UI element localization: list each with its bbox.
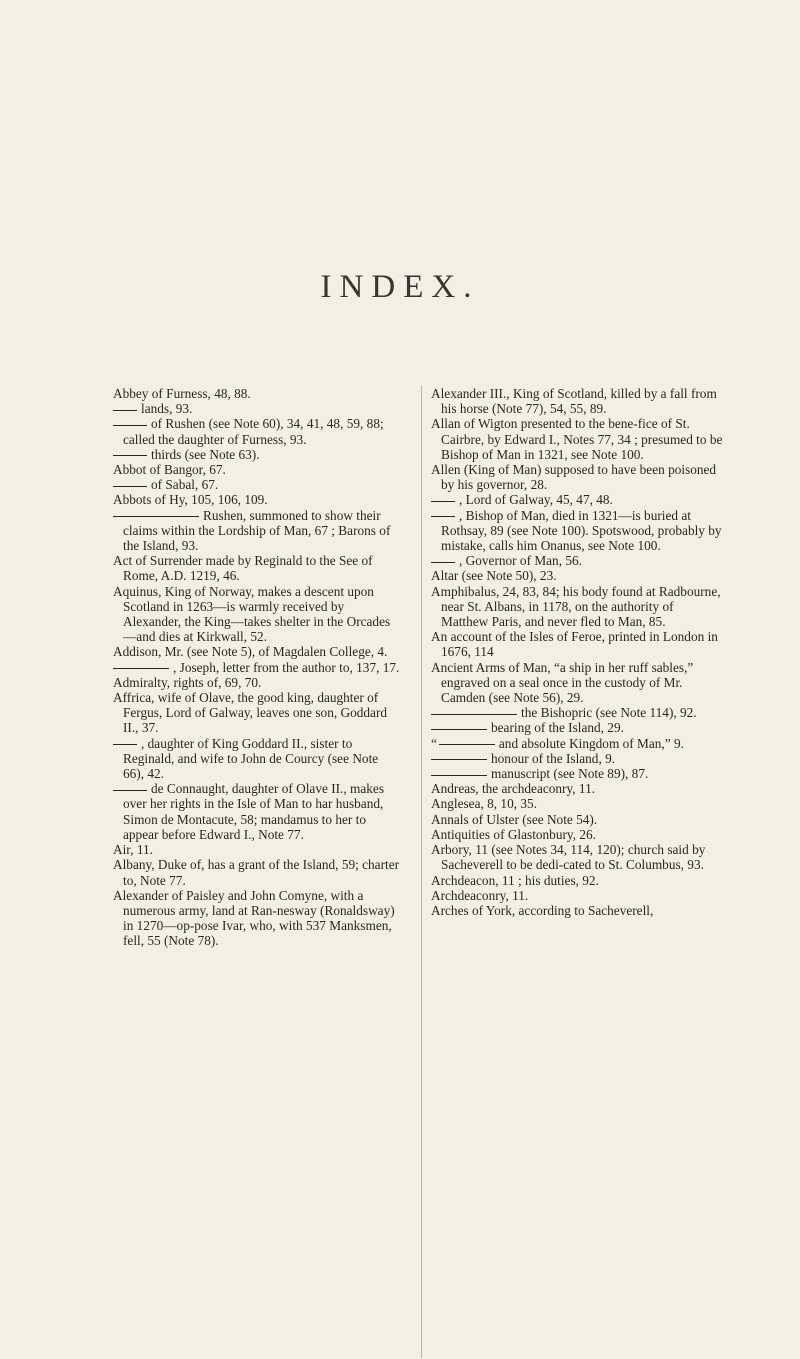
- ditto-dash: [439, 744, 495, 745]
- entry-text: Alexander of Paisley and John Comyne, with a numerous army, land at Ran-nesway (Ronaldsway) in 1270—op-pose Ivar, who, with 537 Manksmen, fell, 55 (Note 78).: [113, 887, 395, 949]
- ditto-dash: [431, 516, 455, 517]
- ditto-dash: [113, 425, 147, 426]
- ditto-dash: [431, 775, 487, 776]
- entry-text: , daughter of King Goddard II., sister to Reginald, and wife to John de Courcy (see Note 66), 42.: [123, 735, 379, 782]
- index-entry: [431, 903, 723, 918]
- entry-text: Abbots of Hy, 105, 106, 109.: [113, 492, 268, 508]
- index-entry: [431, 766, 723, 781]
- ditto-dash: [113, 516, 199, 517]
- index-entry: [113, 386, 402, 401]
- entry-text: thirds (see Note 63).: [151, 446, 260, 462]
- index-entry: [431, 873, 723, 888]
- index-entry: [431, 462, 723, 492]
- entry-text: Rushen, summoned to show their claims within the Lordship of Man, 67 ; Barons of the Island, 93.: [123, 507, 391, 554]
- index-entry: [113, 416, 402, 446]
- index-entry: [113, 553, 402, 583]
- index-entry: [431, 584, 723, 630]
- entry-text: de Connaught, daughter of Olave II., makes over her rights in the Isle of Man to har husband, Simon de Montacute, 58; mandamus to her to appear before Edward I., Note 77.: [123, 781, 384, 842]
- entry-text: Abbot of Bangor, 67.: [113, 462, 226, 478]
- entry-text: bearing of the Island, 29.: [491, 720, 624, 736]
- page-title: INDEX.: [320, 269, 480, 306]
- entry-text: Arbory, 11 (see Notes 34, 114, 120); church said by Sacheverell to be dedi-cated to St. Columbus, 93.: [431, 842, 706, 873]
- ditto-dash: [431, 714, 517, 715]
- index-entry: [113, 888, 402, 949]
- entry-text: Altar (see Note 50), 23.: [431, 568, 557, 584]
- entry-text: , Governor of Man, 56.: [459, 553, 582, 569]
- entry-text: Aquinus, King of Norway, makes a descent upon Scotland in 1263—is warmly received by Alexander, the King—takes shelter in the Orcades—and dies at Kirkwall, 52.: [113, 583, 391, 645]
- entry-text: Albany, Duke of, has a grant of the Island, 59; charter to, Note 77.: [113, 857, 400, 888]
- entry-text: Air, 11.: [113, 842, 153, 858]
- entry-text: the Bishopric (see Note 114), 92.: [521, 705, 697, 721]
- entry-text: Affrica, wife of Olave, the good king, daughter of Fergus, Lord of Galway, leaves one son, Goddard II., 37.: [113, 690, 388, 736]
- index-entry: [113, 492, 402, 507]
- entry-text: Addison, Mr. (see Note 5), of Magdalen College, 4.: [113, 644, 388, 660]
- index-entry: [113, 508, 402, 554]
- entry-text: , Joseph, letter from the author to, 137, 17.: [173, 659, 400, 675]
- ditto-dash: [113, 744, 137, 745]
- entry-text: Arches of York, according to Sacheverell,: [431, 902, 654, 918]
- ditto-dash: [113, 455, 147, 456]
- index-entry: [431, 842, 723, 872]
- entry-text: Ancient Arms of Man, “a ship in her ruff sables,” engraved on a seal once in the custody of Mr. Camden (see Note 56), 29.: [431, 659, 694, 706]
- index-entry: [431, 553, 723, 568]
- index-entry: [113, 462, 402, 477]
- index-entry: [113, 644, 402, 659]
- index-entry: [431, 660, 723, 706]
- entry-text: , Bishop of Man, died in 1321—is buried at Rothsay, 89 (see Note 100). Spotswood, probably by mistake, calls him Onanus, see Note 100.: [441, 507, 722, 554]
- entry-text: manuscript (see Note 89), 87.: [491, 766, 649, 782]
- entry-text: Admiralty, rights of, 69, 70.: [113, 674, 262, 690]
- index-entry: [113, 857, 402, 887]
- entry-text: Act of Surrender made by Reginald to the See of Rome, A.D. 1219, 46.: [113, 553, 373, 584]
- index-entry: [431, 705, 723, 720]
- index-column-right: [421, 386, 723, 1358]
- index-entry: [431, 812, 723, 827]
- entry-text: Anglesea, 8, 10, 35.: [431, 796, 537, 812]
- index-entry: [113, 675, 402, 690]
- entry-text: An account of the Isles of Feroe, printed in London in 1676, 114: [431, 629, 718, 660]
- index-entry: [431, 781, 723, 796]
- open-quote: “: [431, 735, 437, 751]
- entry-text: Abbey of Furness, 48, 88.: [113, 386, 251, 401]
- index-entry: [431, 827, 723, 842]
- index-entry: [113, 842, 402, 857]
- index-entry: [113, 447, 402, 462]
- entry-text: , Lord of Galway, 45, 47, 48.: [459, 492, 613, 508]
- index-entry: [431, 796, 723, 811]
- entry-text: Archdeacon, 11 ; his duties, 92.: [431, 872, 599, 888]
- ditto-dash: [431, 759, 487, 760]
- index-column-left: [113, 386, 402, 949]
- entry-text: honour of the Island, 9.: [491, 750, 616, 766]
- ditto-dash: [113, 668, 169, 669]
- entry-text: Allen (King of Man) supposed to have been poisoned by his governor, 28.: [431, 462, 717, 493]
- entry-text: and absolute Kingdom of Man,” 9.: [498, 735, 684, 751]
- ditto-dash: [113, 486, 147, 487]
- index-entry: [113, 660, 402, 675]
- entry-text: Andreas, the archdeaconry, 11.: [431, 781, 596, 797]
- index-entry: [113, 584, 402, 645]
- entry-text: Amphibalus, 24, 83, 84; his body found at Radbourne, near St. Albans, in 1178, on the authority of Matthew Paris, and never fled to Man, 85.: [431, 583, 721, 630]
- ditto-dash: [431, 562, 455, 563]
- index-entry: [113, 781, 402, 842]
- ditto-dash: [431, 729, 487, 730]
- entry-text: Annals of Ulster (see Note 54).: [431, 811, 598, 827]
- index-entry: [431, 629, 723, 659]
- index-entry: [431, 386, 723, 416]
- index-entry: [113, 736, 402, 782]
- entry-text: Alexander III., King of Scotland, killed by a fall from his horse (Note 77), 54, 55, 89.: [431, 386, 717, 417]
- entry-text: Archdeaconry, 11.: [431, 887, 529, 903]
- index-entry: [431, 720, 723, 735]
- index-entry: [431, 568, 723, 583]
- index-entry: [113, 477, 402, 492]
- entry-text: of Sabal, 67.: [151, 477, 219, 493]
- index-entry: [113, 401, 402, 416]
- entry-text: Allan of Wigton presented to the bene-fice of St. Cairbre, by Edward I., Notes 77, 34 ; presumed to be Bishop of Man in 1321, see Note 100.: [431, 416, 723, 462]
- entry-text: of Rushen (see Note 60), 34, 41, 48, 59, 88; called the daughter of Furness, 93.: [123, 416, 384, 447]
- index-entry: [431, 508, 723, 554]
- index-entry: [113, 690, 402, 736]
- entry-text: lands, 93.: [141, 401, 193, 417]
- index-entry: [431, 736, 723, 751]
- ditto-dash: [431, 501, 455, 502]
- index-entry: [431, 751, 723, 766]
- entry-text: Antiquities of Glastonbury, 26.: [431, 826, 596, 842]
- index-entry: [431, 416, 723, 462]
- ditto-dash: [113, 410, 137, 411]
- ditto-dash: [113, 790, 147, 791]
- index-entry: [431, 888, 723, 903]
- index-entry: [431, 492, 723, 507]
